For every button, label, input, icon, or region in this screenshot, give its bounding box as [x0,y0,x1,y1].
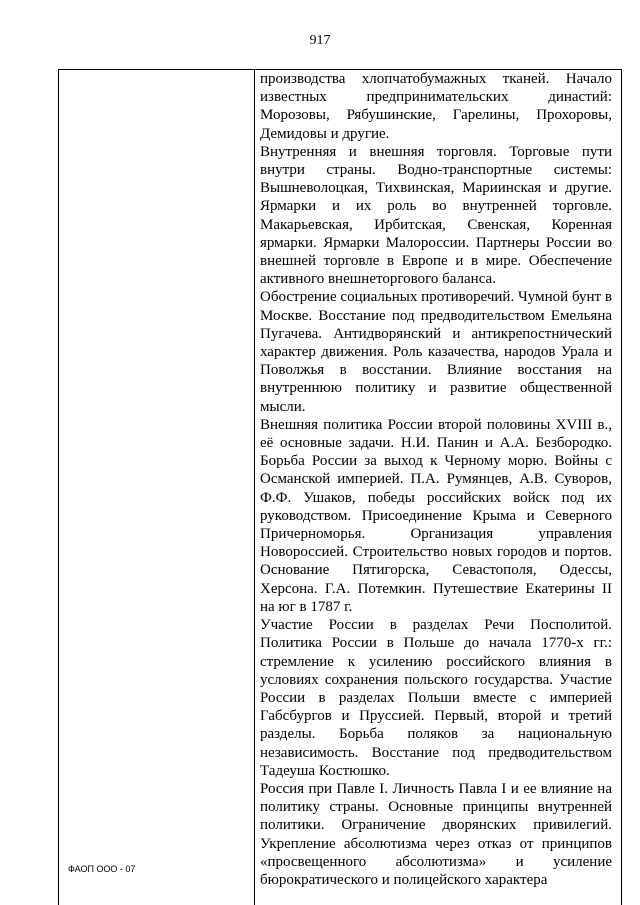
page-number: 917 [309,33,331,48]
paragraph-4: Внешняя политика России второй половины XVIII в., её основные задачи. Н.И. Панин и А.А. Безбородко. Борьба России за выход к Черному морю. Войны с Османской империей. П.А. Румянцев, А.В. Суворов, Ф.Ф. Ушаков, победы российских войск под их руководством. Присоединение Крыма и Северного Причерноморья. Организация управления Новороссией. Строительство новых городов и портов. Основание Пятигорска, Севастополя, Одессы, Херсона. Г.А. Потемкин. Путешествие Екатерины II на юг в 1787 г. [260,416,612,615]
paragraph-5: Участие России в разделах Речи Посполитой. Политика России в Польше до начала 1770-х гг.: стремление к усилению российского влияния в условиях сохранения польского государства. Участие России в разделах Польши вместе с империей Габсбургов и Пруссией. Первый, второй и третий разделы. Борьба поляков за национальную независимость. Восстание под предводительством Тадеуша Костюшко. [260,617,612,779]
paragraph-2: Внутренняя и внешняя торговля. Торговые пути внутри страны. Водно-транспортные системы: Вышневолоцкая, Тихвинская, Мариинская и другие. Ярмарки и их роль во внутренней торговле. Макарьевская, Ирбитская, Свенская, Коренная ярмарки. Ярмарки Малороссии. Партнеры России во внешней торговле в Европе и в мире. Обеспечение активного внешнеторгового баланса. [260,143,612,288]
paragraph-3: Обострение социальных противоречий. Чумной бунт в Москве. Восстание под предводительством Емельяна Пугачева. Антидворянский и антикрепостнический характер движения. Роль казачества, народов Урала и Поволжья в восстании. Влияние восстания на внутреннюю политику и развитие общественной мысли. [260,289,612,415]
curriculum-table [58,69,622,905]
table-left-cell [59,70,255,905]
paragraph-6: Россия при Павле I. Личность Павла I и ее влияние на политику страны. Основные принципы внутренней политики. Ограничение дворянских привилегий. Укрепление абсолютизма через отказ от принципов «просвещенного абсолютизма» и усиление бюрократического и полицейского характера [260,780,612,888]
table-right-cell [256,70,614,905]
paragraph-1: производства хлопчатобумажных тканей. Начало известных предпринимательских династий: Морозовы, Рябушинские, Гарелины, Прохоровы, Демидовы и другие. [260,71,612,142]
footer-code: ФАОП ООО - 07 [68,864,136,874]
